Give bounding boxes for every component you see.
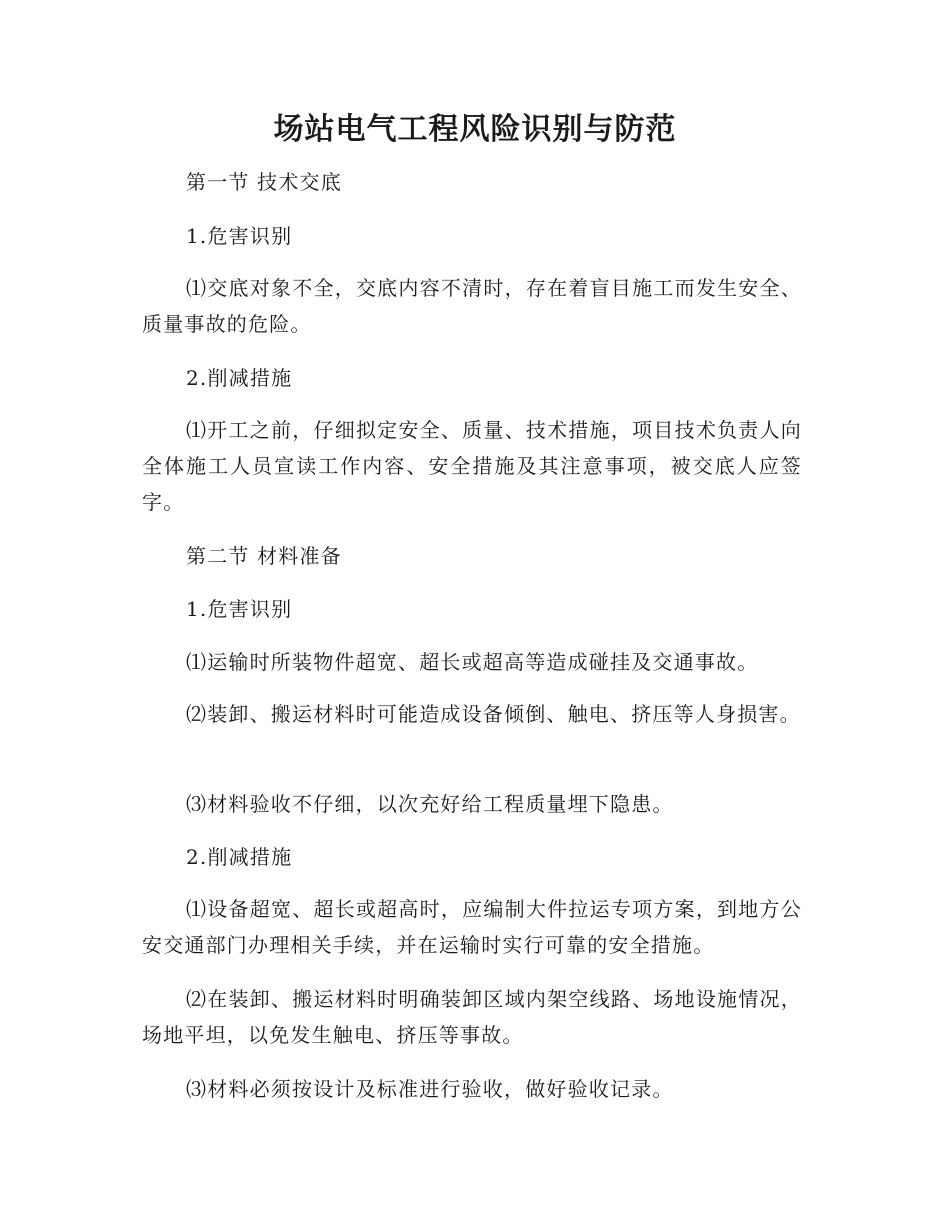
paragraph-hazard-2-1: ⑴运输时所装物件超宽、超长或超高等造成碰挂及交通事故。 — [186, 650, 759, 674]
subheading-mitigation-1: 2.削减措施 — [186, 366, 293, 390]
subheading-hazard-identification-2: 1.危害识别 — [186, 597, 293, 621]
paragraph-mitigation-2-3: ⑶材料必须按设计及标准进行验收，做好验收记录。 — [186, 1077, 674, 1101]
section-heading-2: 第二节 材料准备 — [186, 544, 342, 568]
subheading-hazard-identification-1: 1.危害识别 — [186, 224, 293, 248]
paragraph-hazard-2-3: ⑶材料验收不仔细，以次充好给工程质量埋下隐患。 — [186, 792, 674, 816]
document-title: 场站电气工程风险识别与防范 — [273, 112, 677, 147]
section-heading-1: 第一节 技术交底 — [186, 170, 342, 194]
paragraph-mitigation-1-1: ⑴开工之前，仔细拟定安全、质量、技术措施，项目技术负责人向全体施工人员宣读工作内容、安全措施及其注意事项，被交底人应签字。 — [142, 418, 802, 514]
subheading-mitigation-2: 2.削减措施 — [186, 845, 293, 869]
paragraph-hazard-2-2: ⑵装卸、搬运材料时可能造成设备倾倒、触电、挤压等人身损害。 — [186, 702, 801, 726]
paragraph-hazard-1-1: ⑴交底对象不全，交底内容不清时，存在着盲目施工而发生安全、质量事故的危险。 — [142, 276, 802, 336]
paragraph-mitigation-2-2: ⑵在装卸、搬运材料时明确装卸区域内架空线路、场地设施情况，场地平坦，以免发生触电、挤压等事故。 — [142, 987, 802, 1047]
paragraph-mitigation-2-1: ⑴设备超宽、超长或超高时，应编制大件拉运专项方案，到地方公安交通部门办理相关手续，并在运输时实行可靠的安全措施。 — [142, 897, 802, 957]
